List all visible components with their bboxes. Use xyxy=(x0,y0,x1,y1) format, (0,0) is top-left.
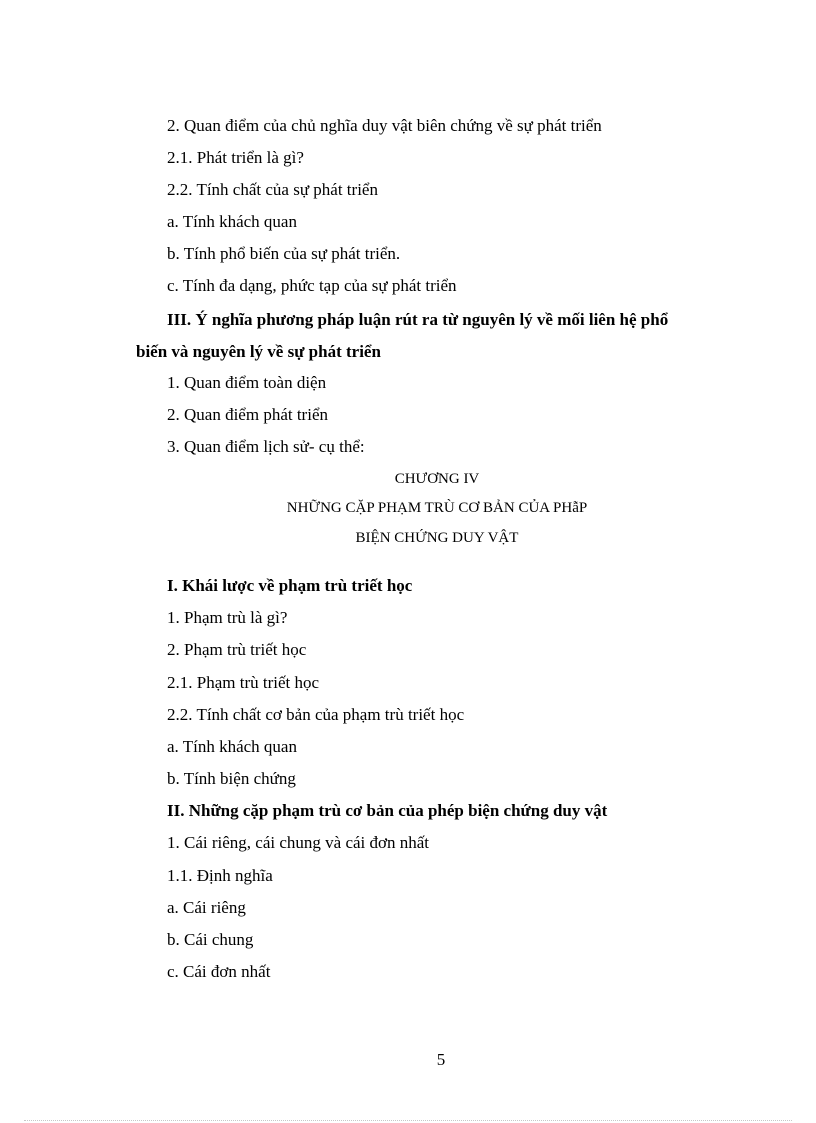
text-line: a. Cái riêng xyxy=(167,898,246,917)
text-line: b. Cái chung xyxy=(167,930,254,949)
text-line: 3. Quan điểm lịch sử- cụ thể: xyxy=(167,437,365,456)
chapter-title-continued: BIỆN CHỨNG DUY VẬT xyxy=(355,530,519,546)
text-line: 2. Quan điểm phát triển xyxy=(167,405,328,424)
chapter-label: CHƯƠNG IV xyxy=(394,471,480,487)
text-line: 2.2. Tính chất của sự phát triển xyxy=(167,180,378,199)
text-line: 2. Phạm trù triết học xyxy=(167,640,307,659)
text-line: c. Tính đa dạng, phức tạp của sự phát triển xyxy=(167,276,457,295)
section-heading: I. Khái lược về phạm trù triết học xyxy=(167,576,413,595)
text-line: 1.1. Định nghĩa xyxy=(167,866,273,885)
text-line: 2.1. Phát triển là gì? xyxy=(167,148,304,167)
text-line: 1. Phạm trù là gì? xyxy=(167,608,288,627)
text-line: a. Tính khách quan xyxy=(167,737,297,756)
text-line: 2.1. Phạm trù triết học xyxy=(167,673,320,692)
text-line: b. Tính biện chứng xyxy=(167,769,296,788)
text-line: 1. Cái riêng, cái chung và cái đơn nhất xyxy=(167,833,430,852)
chapter-title: NHỮNG CẶP PHẠM TRÙ CƠ BẢN CỦA PHẫP xyxy=(286,500,588,516)
section-heading: II. Những cặp phạm trù cơ bản của phép biện chứng duy vật xyxy=(167,801,608,820)
section-heading: III. Ý nghĩa phương pháp luận rút ra từ nguyên lý về mối liên hệ phổ xyxy=(167,310,669,329)
text-line: a. Tính khách quan xyxy=(167,212,297,231)
text-line: b. Tính phổ biến của sự phát triển. xyxy=(167,244,401,263)
page-number: 5 xyxy=(436,1050,446,1069)
text-line: c. Cái đơn nhất xyxy=(167,962,271,981)
text-line: 2. Quan điểm của chủ nghĩa duy vật biên chứng về sự phát triển xyxy=(167,116,602,135)
footer-divider xyxy=(24,1120,792,1121)
text-line: 2.2. Tính chất cơ bản của phạm trù triết học xyxy=(167,705,465,724)
section-heading-continued: biến và nguyên lý về sự phát triển xyxy=(136,342,381,361)
text-line: 1. Quan điểm toàn diện xyxy=(167,373,327,392)
